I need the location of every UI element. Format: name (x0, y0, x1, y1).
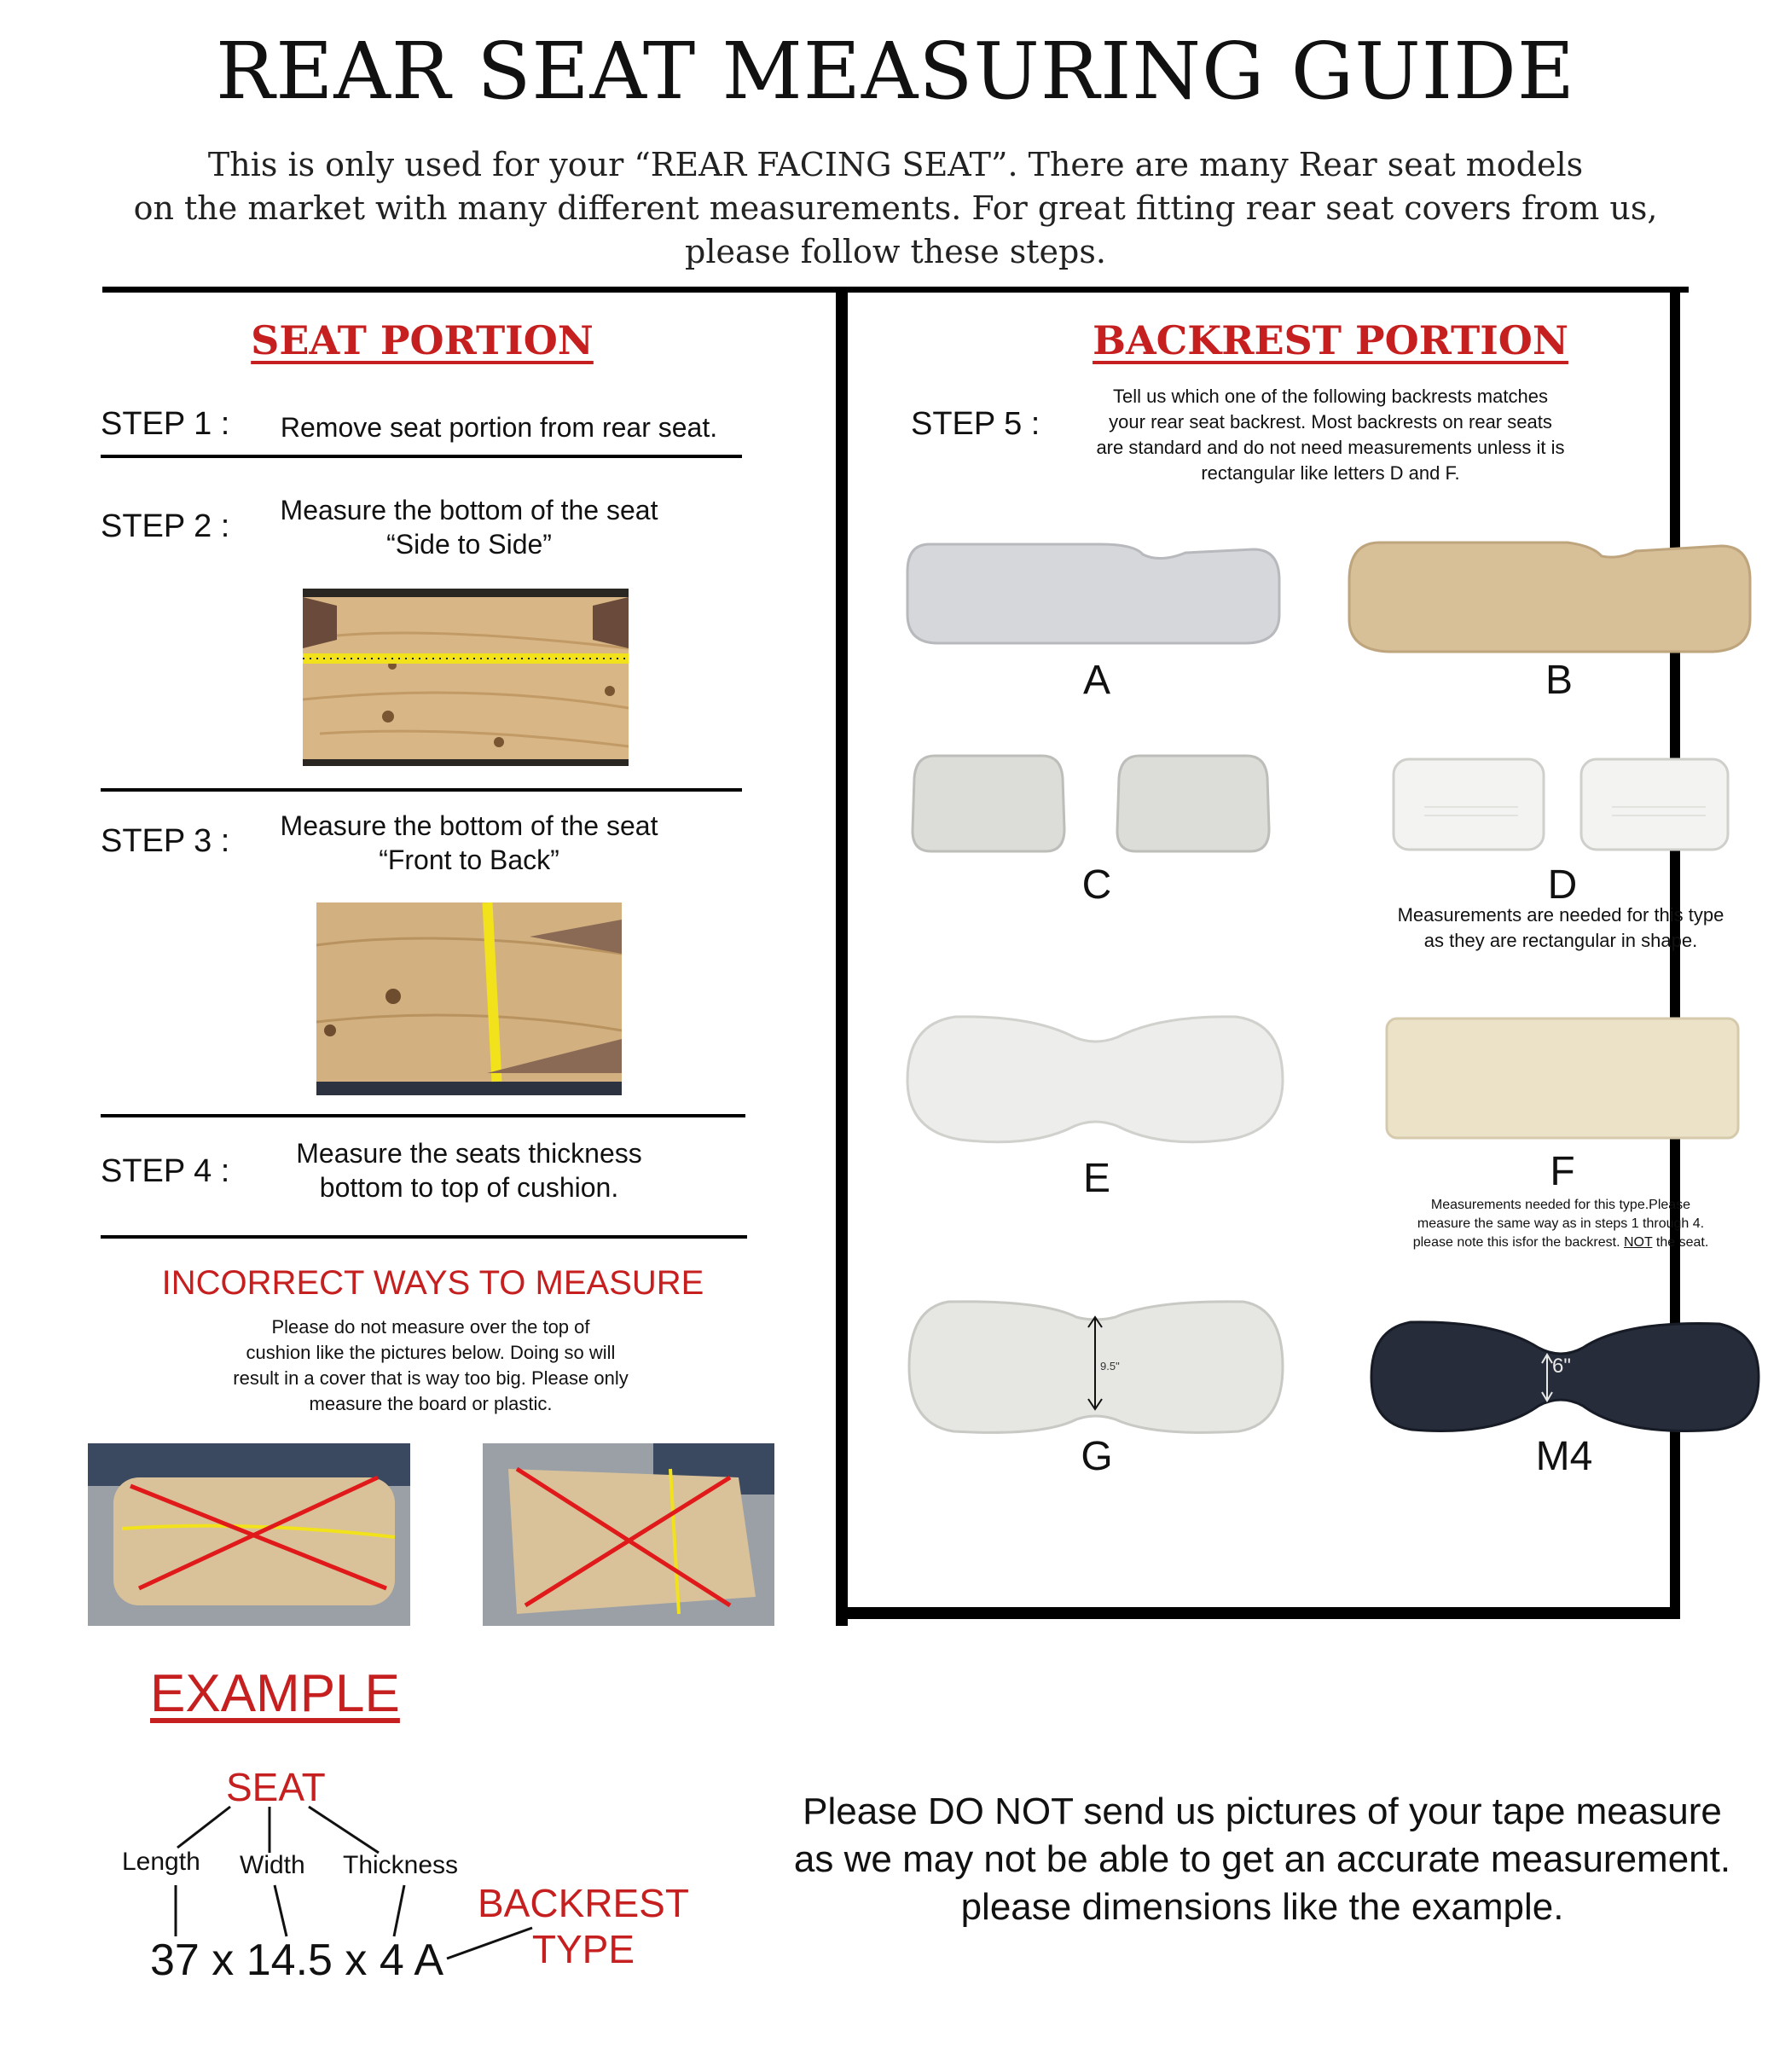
backrest-f-label: F (1550, 1149, 1575, 1194)
step-divider (101, 1114, 745, 1117)
step-4-label: STEP 4 : (101, 1153, 230, 1189)
f-note-line-3-pre: please note this isfor the backrest. (1412, 1235, 1624, 1250)
backrest-e-label: E (1082, 1156, 1110, 1201)
notice-line-2: as we may not be able to get an accurate measurement. (793, 1838, 1731, 1880)
backrest-c-label: C (1081, 862, 1112, 908)
backrest-d-label: D (1547, 862, 1578, 908)
step-3-desc-line-2: “Front to Back” (379, 844, 559, 875)
notice-line-3: please dimensions like the example. (960, 1886, 1564, 1928)
backrest-bottom-border (836, 1607, 1680, 1619)
step-4-desc-line-2: bottom to top of cushion. (319, 1172, 619, 1203)
incorrect-line-2: cushion like the pictures below. Doing so will (246, 1342, 616, 1363)
step-5-label: STEP 5 : (911, 406, 1040, 442)
backrest-c-image[interactable] (909, 752, 1272, 855)
step-2-label: STEP 2 : (101, 508, 230, 544)
incorrect-line-4: measure the board or plastic. (309, 1393, 553, 1414)
incorrect-photo-2 (483, 1443, 774, 1626)
header-divider (102, 287, 1689, 293)
column-divider (836, 287, 848, 1626)
step-2-desc (256, 493, 682, 561)
step-5-line-3: are standard and do not need measurements unless it is (1096, 437, 1565, 458)
backrest-f-note (1348, 1196, 1774, 1252)
intro-line-2: on the market with many different measurements. For great fitting rear seat covers from us, (133, 189, 1658, 227)
f-note-line-3-post: the seat. (1652, 1235, 1709, 1250)
step-3-label: STEP 3 : (101, 823, 230, 859)
step-5-line-1: Tell us which one of the following backrests matches (1113, 386, 1548, 407)
step-divider (101, 788, 742, 792)
example-length: Length (122, 1848, 200, 1876)
f-note-line-2: measure the same way as in steps 1 through 4. (1417, 1216, 1705, 1231)
backrest-g-label: G (1081, 1434, 1113, 1479)
intro-text (128, 143, 1663, 274)
example-width: Width (240, 1851, 305, 1879)
step-5-line-2: your rear seat backrest. Most backrests on rear seats (1109, 411, 1552, 432)
incorrect-heading: INCORRECT WAYS TO MEASURE (161, 1264, 704, 1302)
d-note-line-1: Measurements are needed for this type (1397, 904, 1724, 926)
example-backrest-line-2: TYPE (531, 1927, 635, 1971)
backrest-m4-dimension: 6" (1552, 1355, 1571, 1378)
backrest-portion-heading: BACKREST PORTION (1093, 317, 1568, 363)
intro-line-3: please follow these steps. (685, 233, 1106, 270)
step-divider (101, 455, 742, 458)
f-note-not: NOT (1623, 1235, 1653, 1250)
step-3-desc (256, 809, 682, 877)
f-note-line-1: Measurements needed for this type.Please (1430, 1198, 1691, 1212)
backrest-d-note (1348, 903, 1774, 954)
backrest-m4-label: M4 (1535, 1434, 1593, 1479)
incorrect-photo-1 (88, 1443, 410, 1626)
step-3-photo-front-to-back (316, 903, 622, 1095)
incorrect-line-1: Please do not measure over the top of (271, 1316, 590, 1338)
example-thickness: Thickness (343, 1851, 459, 1879)
backrest-b-image[interactable] (1346, 537, 1753, 657)
step-2-desc-line-1: Measure the bottom of the seat (280, 495, 658, 525)
f-note-line-3 (1348, 1233, 1774, 1252)
step-2-desc-line-2: “Side to Side” (386, 529, 552, 560)
step-5-line-4: rectangular like letters D and F. (1201, 462, 1460, 484)
notice-text (751, 1788, 1774, 1931)
backrest-g-image[interactable] (906, 1297, 1286, 1438)
page-title: REAR SEAT MEASURING GUIDE (215, 26, 1576, 117)
step-4-desc-line-1: Measure the seats thickness (296, 1138, 642, 1169)
step-divider (101, 1235, 747, 1239)
example-formula: 37 x 14.5 x 4 A (150, 1936, 444, 1985)
example-seat: SEAT (226, 1765, 326, 1809)
backrest-b-label: B (1545, 658, 1573, 703)
backrest-a-label: A (1082, 658, 1110, 703)
step-1-desc: Remove seat portion from rear seat. (280, 412, 718, 443)
backrest-a-image[interactable] (904, 537, 1283, 650)
incorrect-desc (154, 1315, 708, 1417)
intro-line-1: This is only used for your “REAR FACING SEAT”. There are many Rear seat models (207, 146, 1584, 183)
incorrect-line-3: result in a cover that is way too big. Please only (233, 1367, 629, 1389)
step-2-photo-side-to-side (303, 589, 629, 766)
step-5-desc (1040, 384, 1620, 486)
step-1-label: STEP 1 : (101, 406, 230, 442)
example-heading: EXAMPLE (150, 1664, 400, 1723)
backrest-d-image[interactable] (1390, 756, 1731, 853)
backrest-e-image[interactable] (904, 1012, 1286, 1152)
seat-portion-heading: SEAT PORTION (251, 317, 594, 363)
step-3-desc-line-1: Measure the bottom of the seat (280, 810, 658, 841)
backrest-g-dimension: 9.5" (1100, 1360, 1120, 1373)
example-backrest-type (478, 1880, 689, 1972)
backrest-f-image[interactable] (1383, 1015, 1742, 1141)
example-backrest-line-1: BACKREST (478, 1881, 689, 1925)
d-note-line-2: as they are rectangular in shape. (1423, 930, 1698, 951)
step-4-desc (256, 1136, 682, 1204)
notice-line-1: Please DO NOT send us pictures of your tape measure (803, 1791, 1722, 1832)
